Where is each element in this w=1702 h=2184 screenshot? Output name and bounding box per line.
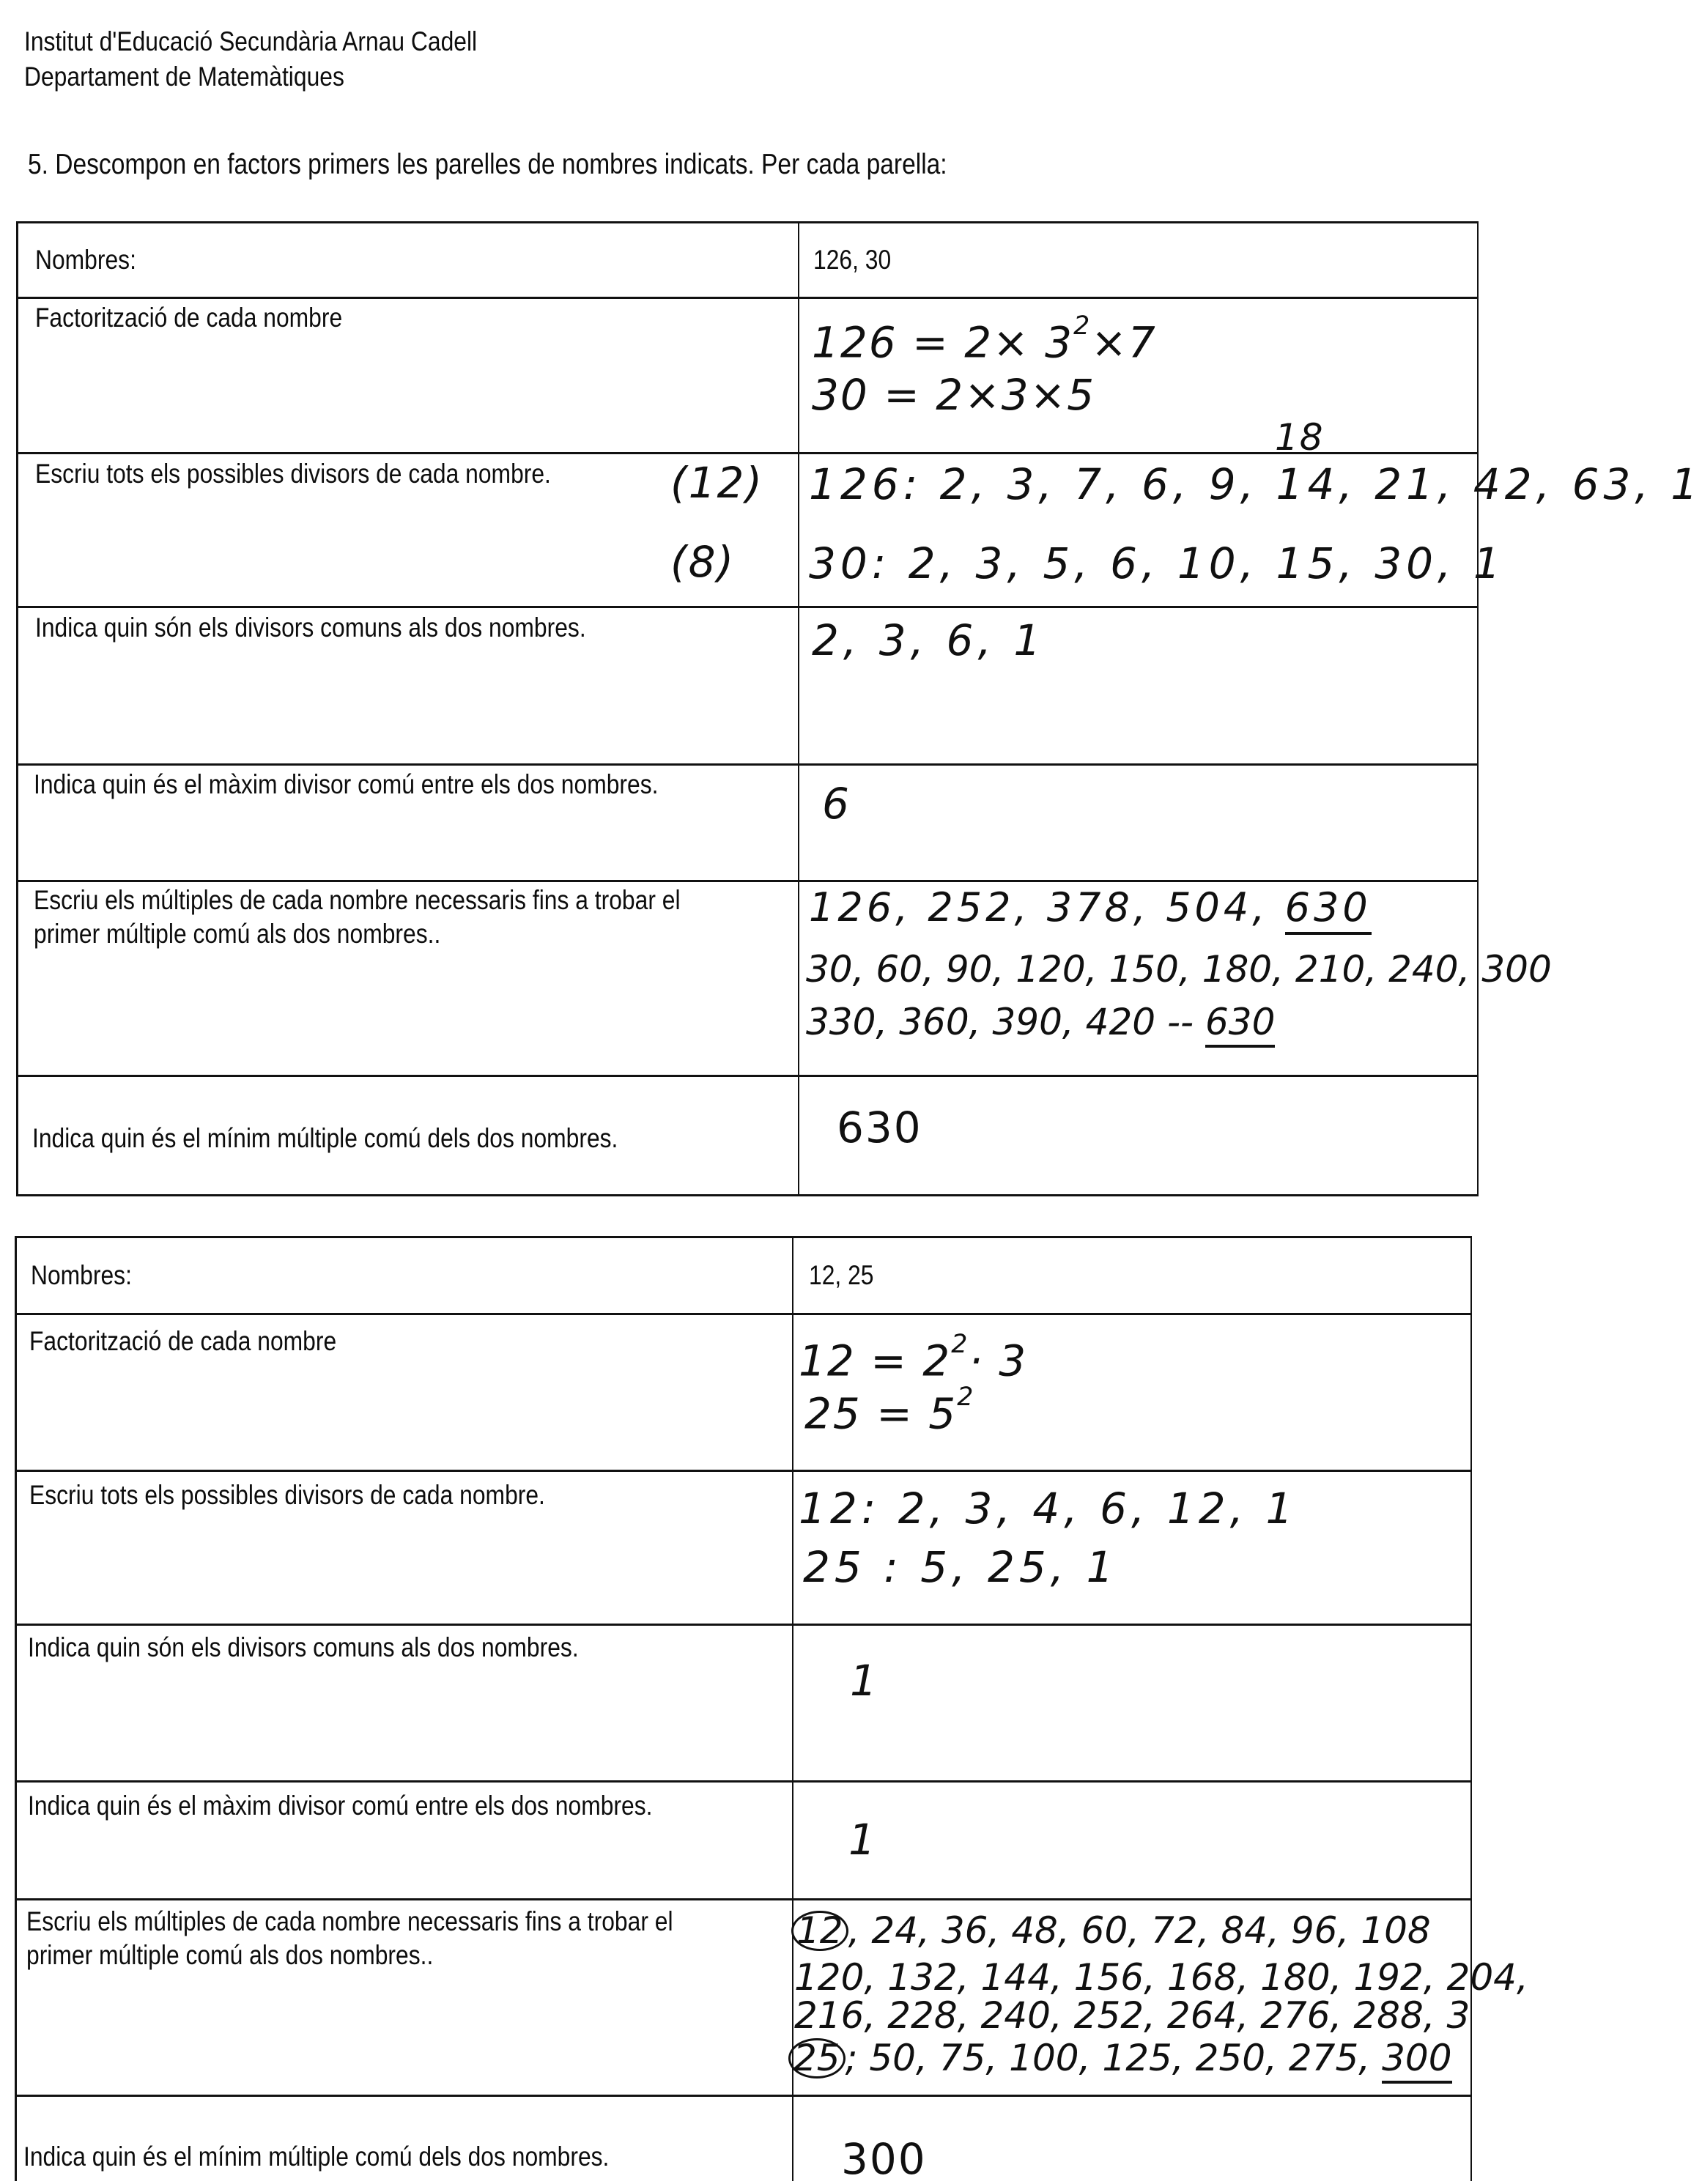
numbers-value: 12, 25 <box>809 1260 874 1290</box>
circled-number: 12 <box>791 1911 848 1951</box>
label-multiples: Escriu els múltiples de cada nombre necessaris fins a trobar el <box>26 1906 673 1936</box>
divisors-126-clip <box>802 454 1702 535</box>
factor: 3 <box>1045 317 1074 368</box>
gcd-value: 1 <box>848 1815 877 1865</box>
equals-sign: = <box>884 370 921 420</box>
label-factorization: Factorització de cada nombre <box>29 1326 337 1356</box>
multiples-list: ; 50, 75, 100, 125, 250, 275, <box>845 2037 1383 2079</box>
equals-sign: = <box>876 1388 914 1439</box>
divisor-count-30: (8) <box>670 537 736 587</box>
lcm-value: 300 <box>841 2134 927 2184</box>
factorization-12 <box>799 1330 1028 1386</box>
table-border <box>1477 221 1479 1196</box>
numbers-value: 126, 30 <box>813 245 892 275</box>
table-border <box>15 1236 17 2181</box>
times-sign: · <box>969 1336 984 1386</box>
factorization-lhs: 25 <box>804 1388 862 1439</box>
table-border <box>16 1194 1479 1196</box>
factorization-lhs: 30 <box>812 370 869 420</box>
label-multiples: Escriu els múltiples de cada nombre necessaris fins a trobar el <box>34 885 681 915</box>
common-divisors: 1 <box>850 1656 878 1706</box>
multiples-list: 126, 252, 378, 504, <box>809 884 1285 930</box>
factorization-rhs: 2×3×5 <box>936 370 1096 420</box>
gcd-value: 6 <box>822 779 851 829</box>
label-gcd: Indica quin és el màxim divisor comú entre els dos nombres. <box>28 1791 653 1821</box>
common-multiple-highlight: 630 <box>1285 884 1372 935</box>
multiples-list: , 24, 36, 48, 60, 72, 84, 96, 108 <box>848 1909 1431 1952</box>
table-border <box>16 221 1479 223</box>
label-common-divisors: Indica quin són els divisors comuns als dos nombres. <box>35 612 586 643</box>
factor: 5 <box>928 1388 958 1439</box>
times-sign: × <box>993 317 1030 368</box>
circled-number: 25 <box>788 2038 846 2078</box>
common-divisors: 2, 3, 6, 1 <box>812 615 1046 665</box>
common-multiple-highlight: 300 <box>1382 2037 1451 2084</box>
multiples-12 <box>791 1911 1431 1951</box>
divisor-count-126: (12) <box>670 458 764 508</box>
label-numbers: Nombres: <box>31 1260 132 1290</box>
table-border <box>15 1236 1472 1238</box>
row-divider <box>15 2095 1472 2097</box>
multiples-126 <box>809 884 1372 930</box>
factor: 2 <box>922 1336 952 1386</box>
exercise-instruction: 5. Descompon en factors primers les parelles de nombres indicats. Per cada parella: <box>28 149 947 180</box>
factorization-lhs: 12 <box>799 1336 856 1386</box>
label-lcm: Indica quin és el mínim múltiple comú dels dos nombres. <box>32 1123 618 1153</box>
row-divider <box>15 1898 1472 1900</box>
multiples-list: 330, 360, 390, 420 -- <box>806 1001 1205 1043</box>
factor: 3 <box>999 1336 1028 1386</box>
institution-name: Institut d'Educació Secundària Arnau Cadell <box>24 26 478 56</box>
label-gcd: Indica quin és el màxim divisor comú entre els dos nombres. <box>34 769 659 799</box>
row-divider <box>16 297 1479 299</box>
factor: 7 <box>1128 317 1157 368</box>
row-divider <box>15 1780 1472 1783</box>
equals-sign: = <box>870 1336 908 1386</box>
label-multiples-cont: primer múltiple comú als dos nombres.. <box>26 1940 434 1970</box>
label-divisors: Escriu tots els possibles divisors de cada nombre. <box>29 1480 545 1510</box>
lcm-value: 630 <box>837 1103 922 1152</box>
row-divider <box>16 880 1479 882</box>
factorization-126 <box>812 311 1157 368</box>
department-name: Departament de Matemàtiques <box>24 62 344 92</box>
divisors-25: 25 : 5, 25, 1 <box>803 1542 1118 1592</box>
label-divisors: Escriu tots els possibles divisors de cada nombre. <box>35 459 551 489</box>
times-sign: × <box>1091 317 1128 368</box>
multiples-30-cont <box>806 1001 1276 1043</box>
multiples-12-cont2: 216, 228, 240, 252, 264, 276, 288, 3 <box>794 1994 1470 2037</box>
divisors-30: 30: 2, 3, 5, 6, 10, 15, 30, 1 <box>809 538 1505 588</box>
multiples-25 <box>788 2038 1452 2078</box>
common-multiple-highlight: 630 <box>1205 1001 1275 1048</box>
factorization-30 <box>812 370 1096 420</box>
divisors-126: 126: 2, 3, 7, 6, 9, 14, 21, 42, 63, 1 <box>809 459 1702 509</box>
exponent: 2 <box>957 1382 975 1412</box>
label-factorization: Factorització de cada nombre <box>35 303 343 333</box>
label-common-divisors: Indica quin són els divisors comuns als dos nombres. <box>28 1632 579 1662</box>
row-divider <box>16 606 1479 608</box>
exponent: 2 <box>1073 311 1092 341</box>
label-numbers: Nombres: <box>35 245 136 275</box>
multiples-12-cont: 120, 132, 144, 156, 168, 180, 192, 204, <box>794 1956 1528 1999</box>
divisors-12: 12: 2, 3, 4, 6, 12, 1 <box>799 1484 1298 1533</box>
multiples-30: 30, 60, 90, 120, 150, 180, 210, 240, 300 <box>806 948 1552 991</box>
factorization-lhs: 126 <box>812 317 898 368</box>
row-divider <box>16 763 1479 766</box>
row-divider <box>15 1470 1472 1472</box>
divisor-correction-note: 18 <box>1275 416 1325 459</box>
equals-sign: = <box>912 317 950 368</box>
table-border <box>16 221 18 1196</box>
row-divider <box>15 1313 1472 1315</box>
multiples-30-clip <box>802 945 1552 1004</box>
multiples-clip <box>784 1902 1528 2092</box>
label-multiples-cont: primer múltiple comú als dos nombres.. <box>34 919 441 949</box>
column-divider <box>798 221 799 1196</box>
factorization-25 <box>804 1382 975 1439</box>
factor: 2 <box>964 317 994 368</box>
row-divider <box>16 1075 1479 1077</box>
exponent: 2 <box>951 1330 969 1359</box>
label-lcm: Indica quin és el mínim múltiple comú dels dos nombres. <box>23 2142 610 2172</box>
row-divider <box>15 1624 1472 1626</box>
